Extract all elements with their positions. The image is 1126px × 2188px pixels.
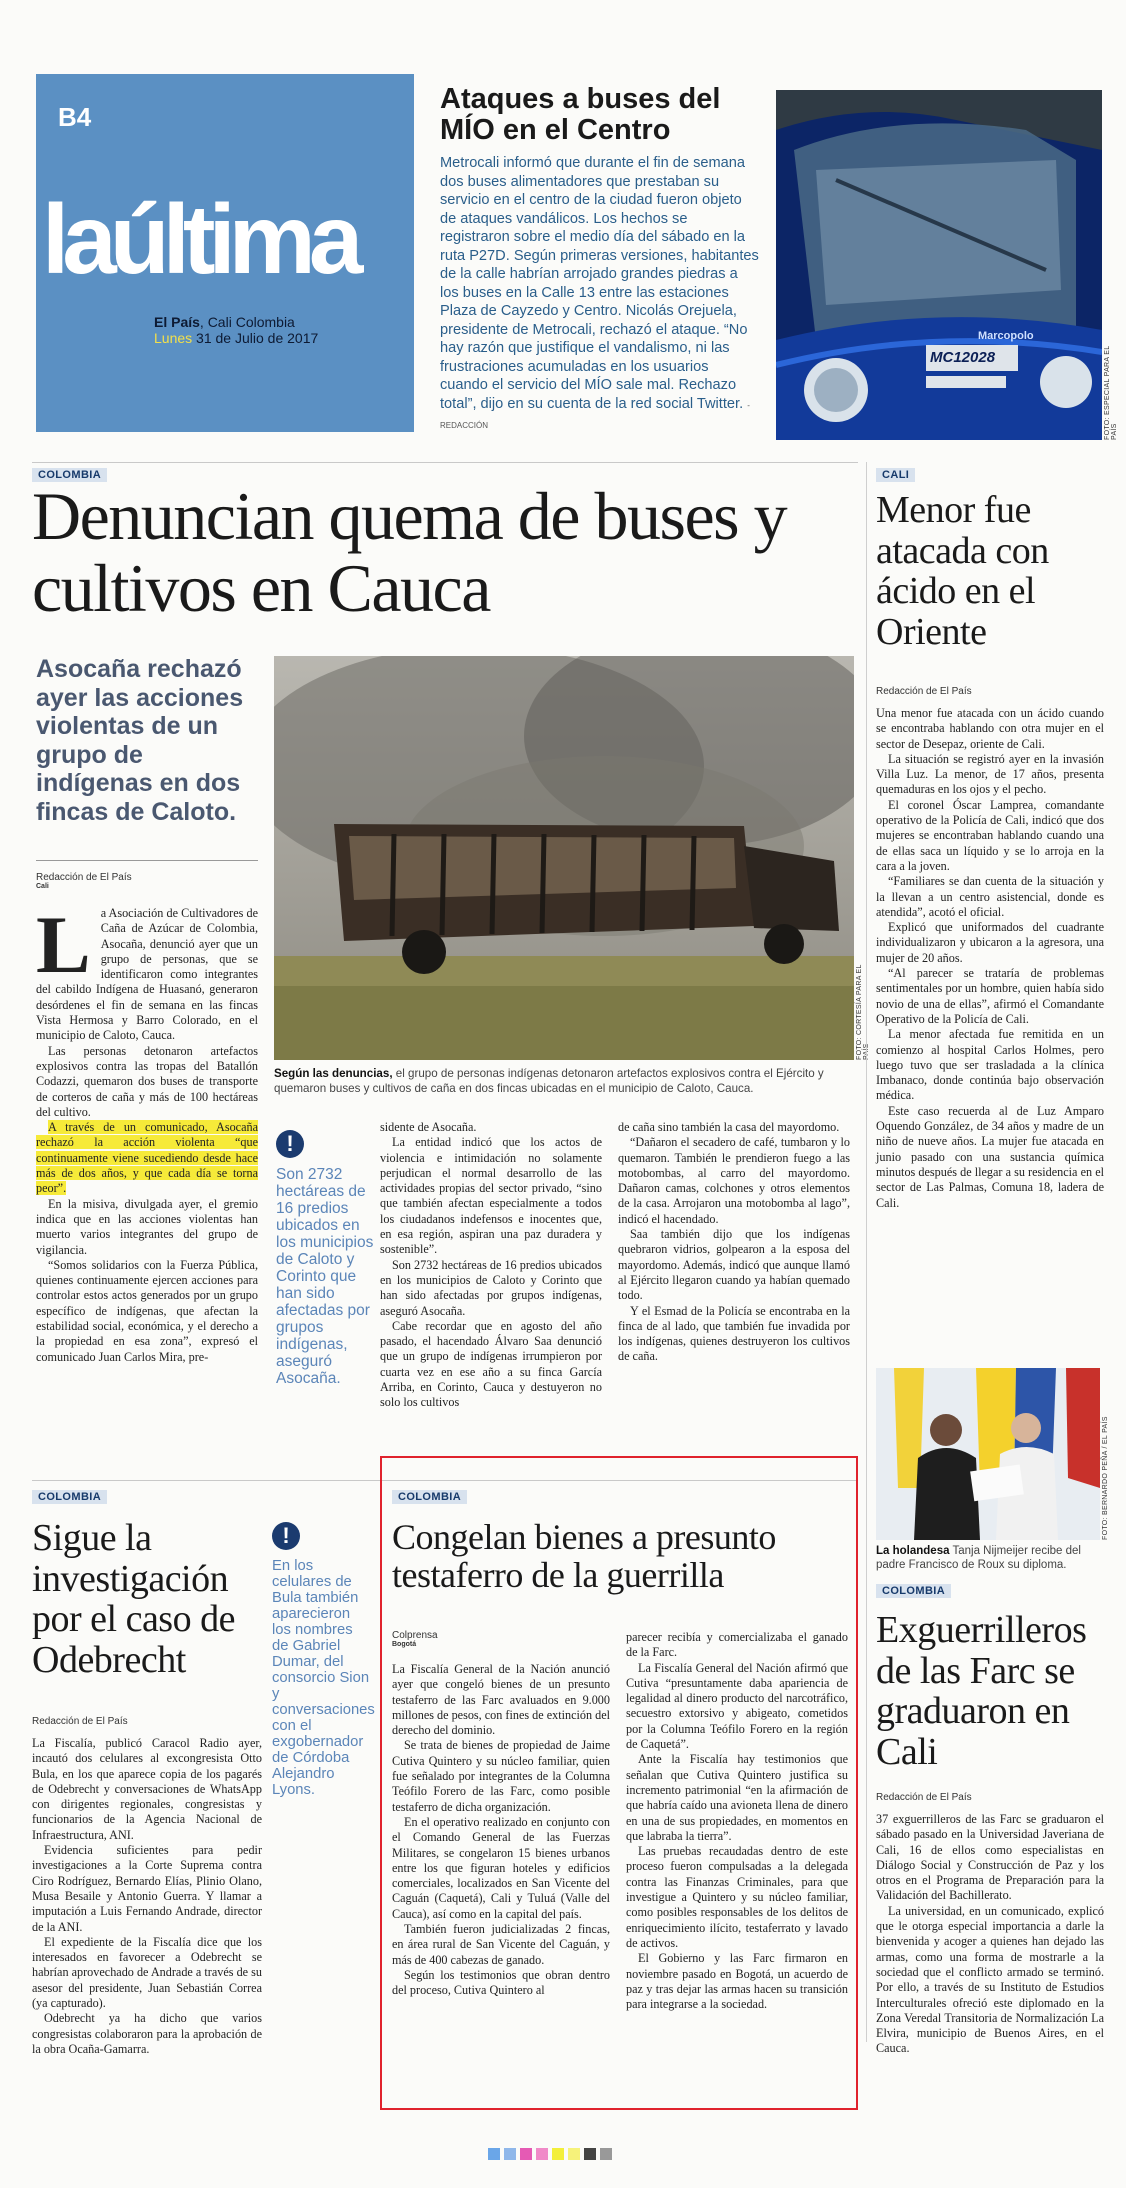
graduation-caption bbox=[876, 1544, 1104, 1572]
dateline-day: Lunes bbox=[154, 330, 193, 346]
paragraph: “Dañaron el secadero de café, tumbaron y lo quemaron. También le prendieron fuego a las motobombas, al carro del mayordomo. Dañaron camas, colchones y otros elementos de la casa. Arrojaron una motobomba al lago”, indicó el hacendado. bbox=[618, 1135, 850, 1226]
main-pull-quote bbox=[276, 1130, 376, 1387]
paper-city: , Cali Colombia bbox=[199, 314, 295, 330]
paragraph: 37 exguerrilleros de las Farc se graduaron el sábado pasado en la Universidad Javeriana de Cali, 16 de ellos como especialistas en Diálogo Social y Construcción de Paz y los otros en el Programa de Preparación para la Validación del Bachillerato. bbox=[876, 1812, 1104, 1903]
paragraph: parecer recibía y comercializaba el ganado de la Farc. bbox=[626, 1630, 848, 1660]
swatch bbox=[488, 2148, 500, 2160]
farc-body bbox=[876, 1812, 1104, 2057]
swatch bbox=[520, 2148, 532, 2160]
cali-headline: Menor fue atacada con ácido en el Oriente bbox=[876, 489, 1049, 653]
paragraph: La entidad indicó que los actos de violencia e intimidación no solamente perjudican el normal desarrollo de las actividades propias del sector privado, “sino que también afectan especialmente a todos los ciudadanos indefensos e inocentes que, en esa región, aspiran una paz duradera y sostenible”. bbox=[380, 1135, 602, 1257]
swatch bbox=[568, 2148, 580, 2160]
bus-plate: MC12028 bbox=[930, 349, 996, 366]
top-photo-credit: FOTO: ESPECIAL PARA EL PAÍS bbox=[1104, 345, 1118, 440]
odebrecht-pull-quote bbox=[272, 1522, 375, 1798]
graduation-photo bbox=[876, 1368, 1100, 1540]
byline-name: Redacción de El País bbox=[36, 872, 132, 883]
bus-front-illustration bbox=[776, 90, 1102, 440]
frozen-column-1 bbox=[392, 1662, 610, 1999]
burned-bus-illustration bbox=[274, 656, 854, 1060]
paragraph: La Fiscalía General del Nación afirmó que Cutiva “presuntamente daba apariencia de legalidad al dinero producto del narcotráfico, secuestro extorsivo y abigeato, cometidos por la Columna Teófilo Forero en la región de Caquetá”. bbox=[626, 1660, 848, 1752]
cali-kicker: CALI bbox=[876, 468, 915, 482]
paragraph: “Familiares se dan cuenta de la situación y la llevan a un centro asistencial, donde es atendida”, acotó el oficial. bbox=[876, 874, 1104, 919]
main-headline: Denuncian quema de buses y cultivos en Cauca bbox=[32, 478, 787, 626]
small-photo-credit: FOTO: BERNARDO PEÑA / EL PAÍS bbox=[1102, 1416, 1109, 1540]
paragraph: “Somos solidarios con la Fuerza Pública, quienes continuamente ejercen acciones para controlar estos actos generados por un grupo específico de indígenas, que afectan la estabilidad social, económica, y el derecho a la propiedad en esa zona”, expresó el comunicado Juan Carlos Mira, pre- bbox=[36, 1257, 258, 1364]
main-column-1 bbox=[36, 899, 258, 1365]
main-kicker: COLOMBIA bbox=[32, 468, 107, 482]
caption-text: Tanja Nijmeijer recibe del padre Francisco de Roux su diploma. bbox=[876, 1545, 1081, 1571]
frozen-kicker: COLOMBIA bbox=[392, 1490, 467, 1504]
paragraph: de caña sino también la casa del mayordomo. bbox=[618, 1120, 840, 1134]
paragraph: La Fiscalía, publicó Caracol Radio ayer, incautó dos celulares al excongresista Otto Bula, en los que aparece copia de los pagarés de Odebrecht y conversaciones de WhatsApp con dirigentes regionales, congresistas y funcionarios de la Agencia Nacional de Infraestructura, ANI. bbox=[32, 1736, 262, 1842]
paragraph: También fueron judicializadas 2 fincas, en área rural de San Vicente del Caguán, y más de 400 cabezas de ganado. bbox=[392, 1922, 610, 1967]
exclamation-icon: ! bbox=[276, 1130, 304, 1158]
paragraph: a Asociación de Cultivadores de Caña de Azúcar de Colombia, Asocaña, denunció ayer que un grupo de personas, que se identificaron como integrantes del cabildo Indígena de Huasanó, generaron desórdenes el fin de semana en las fincas Vista Hermosa y Barro Colorado, en el municipio de Caloto, Cauca. bbox=[36, 906, 258, 1043]
color-registration-strip bbox=[488, 2148, 612, 2162]
paragraph: El expediente de la Fiscalía dice que los interesados en favorecer a Odebrecht se habrían aprovechado de Andrade a través de su asesor del presidente, Juan Sebastián Correa (ya capturado). bbox=[32, 1934, 262, 2011]
column-divider bbox=[866, 462, 867, 2042]
paragraph: La universidad, en un comunicado, explicó que le otorga especial importancia a darle la bienvenida y acoger a quienes han dejado las armas, como una forma de mostrarle a la sociedad que el conflicto armado se terminó. Por ello, a través de su Instituto de Estudios Interculturales ofreció este diplomado en la Zona Veredal Transitoria de Normalización La Elvira, municipio de Buenos Aires, en el Cauca. bbox=[876, 1903, 1104, 2056]
byline-location: Bogotá bbox=[392, 1641, 417, 1648]
odebrecht-body bbox=[32, 1736, 262, 2057]
swatch bbox=[552, 2148, 564, 2160]
main-photo-credit: FOTO: CORTESÍA PARA EL bbox=[856, 964, 863, 1060]
section-logo: laúltima bbox=[42, 184, 357, 294]
paragraph: Evidencia suficientes para pedir investigaciones a la Corte Suprema contra Ciro Rodríguez, Bernardo Elías, Plinio Olano, Musa Besaile y Antonio Guerra. Y llamar a imputación a Luis Fernando Andrade, director de la ANI. bbox=[32, 1843, 262, 1934]
top-story-body bbox=[440, 154, 760, 436]
byline-location: Cali bbox=[36, 883, 49, 890]
paragraph: Cabe recordar que en agosto del año pasado, el hacendado Álvaro Saa denunció que un grupo de indígenas irrumpieron por cuarta vez en ese año a su finca García Arriba, en Corinto, Cauca y destuyeron no solo los cultivos bbox=[380, 1318, 602, 1410]
paragraph: Saa también dijo que los indígenas quebraron vidrios, golpearon a la esposa del mayordomo. Además, indicó que aunque llamó al Ejército llegaron cuando ya habían quemado todo. bbox=[618, 1227, 850, 1303]
paragraph: El coronel Óscar Lamprea, comandante operativo de la Policía de Cali, indicó que dos mujeres se encontraban hablando cuando una de ellas saca un líquido y se lo arroja en la cara a la joven. bbox=[876, 797, 1104, 873]
paper-name: El País bbox=[154, 314, 200, 330]
bus-windshield-photo bbox=[776, 90, 1102, 440]
cali-byline: Redacción de El País bbox=[876, 686, 972, 697]
paragraph: En la misiva, divulgada ayer, el gremio indica que en las acciones violentas han muerto varios integrantes del grupo de vigilancia. bbox=[36, 1196, 258, 1257]
frozen-byline bbox=[392, 1630, 438, 1648]
paragraph: La menor afectada fue remitida en un comienzo al hospital Carlos Holmes, pero luego tuvo que ser trasladada a la clínica Imbanaco, donde continúa bajo observación médica. bbox=[876, 1027, 1104, 1103]
graduation-illustration bbox=[876, 1368, 1100, 1540]
bus-brand: Marcopolo bbox=[978, 330, 1034, 342]
paragraph: Las pruebas recaudadas dentro de este proceso fueron compulsadas a la delegada contra las Finanzas Criminales, para que investigue a Quintero y su núcleo familiar, como posibles responsables de los delitos de enriquecimiento ilícito, testaferrato y lavado de activos. bbox=[626, 1844, 848, 1950]
paragraph: Ante la Fiscalía hay testimonios que señalan que Cutiva Quintero justifica su incremento patrimonial “en la afirmación de que habría caído una avioneta llena de dinero en una de sus propiedades, en momentos en que labraba la tierra”. bbox=[626, 1752, 848, 1843]
paragraph: sidente de Asocaña. bbox=[380, 1120, 477, 1134]
paragraph: La Fiscalía General de la Nación anunció ayer que congeló bienes de un presunto testaferro de las Farc avaluados en 9.000 millones de pesos, con fines de extinción del derecho del dominio. bbox=[392, 1662, 610, 1738]
caption-text: el grupo de personas indígenas detonaron artefactos explosivos contra el Ejército y quemaron buses y cultivos de caña en dos fincas ubicadas en el municipio de Caloto, Cauca. bbox=[274, 1067, 824, 1095]
frozen-headline: Congelan bienes a presunto testaferro de la guerrilla bbox=[392, 1517, 776, 1595]
divider bbox=[36, 860, 258, 861]
divider bbox=[32, 462, 858, 463]
section-masthead bbox=[36, 74, 414, 432]
main-photo-caption bbox=[274, 1066, 854, 1096]
paragraph: Explicó que uniformados del cuadrante individualizaron y ubicaron a la agresora, una mujer de 20 años. bbox=[876, 920, 1104, 965]
page-number: B4 bbox=[58, 102, 92, 132]
pull-quote-text: Son 2732 hectáreas de 16 predios ubicados en los municipios de Caloto y Corinto que han sido afectadas por grupos indígenas, aseguró Asocaña. bbox=[276, 1166, 374, 1387]
burned-bus-photo bbox=[274, 656, 854, 1060]
paragraph: Una menor fue atacada con un ácido cuando se encontraba hablando con otra mujer en el sector de Desepaz, oriente de Cali. bbox=[876, 706, 1104, 751]
swatch bbox=[584, 2148, 596, 2160]
swatch bbox=[504, 2148, 516, 2160]
cali-body bbox=[876, 706, 1104, 1211]
paragraph: Son 2732 hectáreas de 16 predios ubicados en los municipios de Caloto y Corinto que han sido afectadas por grupos indígenas, aseguró Asocaña. bbox=[380, 1257, 602, 1318]
main-column-4 bbox=[618, 1120, 850, 1365]
top-story-credit: -REDACCIÓN bbox=[440, 400, 750, 430]
paragraph: “Al parecer se trataría de problemas sentimentales por un hombre, quien había sido novio de una de ellas”, afirmó el Comandante Operativo de la Policía de Cali. bbox=[876, 966, 1104, 1026]
paragraph: La situación se registró ayer en la invasión Villa Luz. La menor, de 17 años, presenta quemaduras en los ojos y el pecho. bbox=[876, 751, 1104, 797]
top-story-text: Metrocali informó que durante el fin de semana dos buses alimentadores que prestaban su servicio en el centro de la ciudad fueron objeto de ataques vandálicos. Los hechos se registraron sobre el medio día del sábado en la ruta P27D. Según primeras versiones, habitantes de la calle habrían arrojado grandes piedras a los buses en la Calle 13 entre las estaciones Plaza de Cayzedo y Centro. Nicolás Orejuela, presidente de Metrocali, rechazó el ataque. “No hay razón que justifique el vandalismo, ni las frustraciones acumuladas en los usuarios cuando el servicio del MÍO sale mal. Rechazo total”, dijo en su cuenta de la red social Twitter. bbox=[440, 155, 759, 412]
paragraph: Este caso recuerda al de Luz Amparo Oquendo González, de 34 años y madre de un niño de nueve años. La mujer fue atacada en junio pasado con una sustancia química minutos después de llegar a su residencia en el sector de Las Palmas, Comuna 18, ladera de Cali. bbox=[876, 1103, 1104, 1210]
paragraph: Odebrecht ya ha dicho que varios congresistas colaboraron para la aprobación de la obra Ocaña-Gamarra. bbox=[32, 2011, 262, 2056]
pull-quote-text: En los celulares de Bula también aparecieron los nombres de Gabriel Dumar, del consorcio Sion y conversaciones con el exgobernador de Córdoba Alejandro Lyons. bbox=[272, 1558, 375, 1798]
dateline bbox=[154, 314, 318, 346]
caption-lead: Según las denuncias, bbox=[274, 1067, 393, 1080]
exclamation-icon: ! bbox=[272, 1522, 300, 1550]
farc-byline: Redacción de El País bbox=[876, 1792, 972, 1803]
paragraph: Y el Esmad de la Policía se encontraba en la finca de al lado, que también fue invadida por los indígenas, quienes destruyeron los cultivos de caña. bbox=[618, 1303, 850, 1364]
dateline-date: 31 de Julio de 2017 bbox=[196, 330, 319, 346]
paragraph: El Gobierno y las Farc firmaron en noviembre pasado en Bogotá, un acuerdo de paz y tras dejar las armas hacen su transición para integrarse a la sociedad. bbox=[626, 1951, 848, 2012]
swatch bbox=[536, 2148, 548, 2160]
paragraph: Las personas detonaron artefactos explosivos contra las tropas del Batallón Codazzi, quemaron dos buses de transporte de corteros de caña y más de 100 hectáreas del cultivo. bbox=[36, 1043, 258, 1119]
paragraph: En el operativo realizado en conjunto con el Comando General de las Fuerzas Militares, se congelaron 15 bienes urbanos entre los que figuran hoteles y edificios comerciales, localizados en San Vicente del Caguán (Caquetá), Cali y Tuluá (Valle del Cauca), así como en la capital del país. bbox=[392, 1814, 610, 1921]
frozen-column-2 bbox=[626, 1630, 848, 2012]
highlighted-paragraph: A través de un comunicado, Asocaña rechazó la acción violenta “que continuamente viene sucediendo desde hace más de dos años, y que cada día se torna peor”. bbox=[36, 1120, 258, 1196]
odebrecht-byline: Redacción de El País bbox=[32, 1716, 128, 1727]
main-column-3 bbox=[380, 1120, 602, 1411]
drop-cap: L bbox=[36, 899, 91, 990]
odebrecht-headline: Sigue la investigación por el caso de Odebrecht bbox=[32, 1517, 235, 1681]
main-deck: Asocaña rechazó ayer las acciones violentas de un grupo de indígenas en dos fincas de Caloto. bbox=[36, 655, 244, 826]
swatch bbox=[600, 2148, 612, 2160]
paragraph: Se trata de bienes de propiedad de Jaime Cutiva Quintero y su núcleo familiar, quien fue señalado por integrantes de la Columna Teófilo Forero de las Farc, como posible testaferro de dicha organización. bbox=[392, 1738, 610, 1814]
farc-headline: Exguerrilleros de las Farc se graduaron en Cali bbox=[876, 1609, 1087, 1773]
top-story-title: Ataques a buses del MÍO en el Centro bbox=[440, 83, 721, 146]
byline-name: Colprensa bbox=[392, 1630, 438, 1641]
farc-kicker: COLOMBIA bbox=[876, 1584, 951, 1598]
paragraph: Según los testimonios que obran dentro del proceso, Cutiva Quintero al bbox=[392, 1967, 610, 1998]
caption-lead: La holandesa bbox=[876, 1545, 950, 1557]
main-byline bbox=[36, 872, 132, 890]
odebrecht-kicker: COLOMBIA bbox=[32, 1490, 107, 1504]
